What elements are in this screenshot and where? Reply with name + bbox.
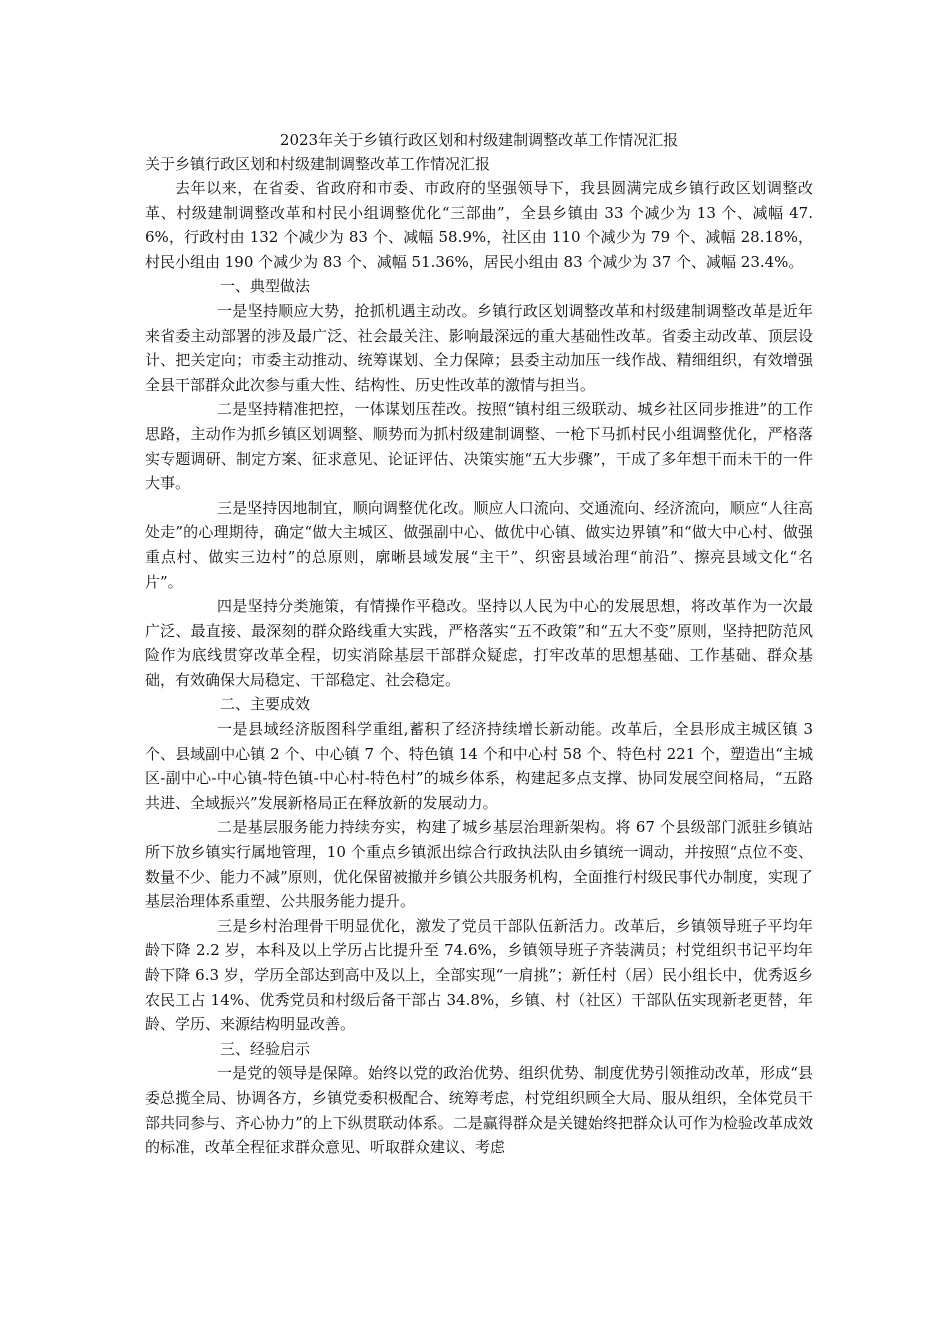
section-heading-results: 二、主要成效: [220, 695, 311, 714]
result-paragraph-2: 二是基层服务能力持续夯实，构建了城乡基层治理新架构。将 67 个县级部门派驻乡镇站所下放乡镇实行属地管理，10 个重点乡镇派出综合行政执法队由乡镇统一调动，并按照“点位不变、数量不少、能力不减”原则，优化保留被撤并乡镇公共服务机构，全面推行村级民事代办制度，实现了基层治理体系重塑、公共服务能力提升。: [145, 818, 813, 911]
practice-paragraph-1: 一是坚持顺应大势，抢抓机遇主动改。乡镇行政区划调整改革和村级建制调整改革是近年来省委主动部署的涉及最广泛、社会最关注、影响最深远的重大基础性改革。省委主动改革、顶层设计、把关定向；市委主动推动、统筹谋划、全力保障；县委主动加压一线作战、精细组织，有效增强全县干部群众此次参与重大性、结构性、历史性改革的激情与担当。: [145, 301, 813, 394]
section-heading-lessons: 三、经验启示: [220, 1039, 311, 1058]
result-paragraph-3: 三是乡村治理骨干明显优化，激发了党员干部队伍新活力。改革后，乡镇领导班子平均年龄下降 2.2 岁，本科及以上学历占比提升至 74.6%，乡镇领导班子齐装满员；村党组织书记平均年龄下降 6.3 岁，学历全部达到高中及以上，全部实现“一肩挑”；新任村（居）民小组长中，优秀返乡农民工占 14%、优秀党员和村级后备干部占 34.8%，乡镇、村（社区）干部队伍实现新老更替，年龄、学历、来源结构明显改善。: [145, 916, 813, 1034]
practice-paragraph-4: 四是坚持分类施策，有情操作平稳改。坚持以人民为中心的发展思想，将改革作为一次最广泛、最直接、最深刻的群众路线重大实践，严格落实“五不政策”和“五大不变”原则，坚持把防范风险作为底线贯穿改革全程，切实消除基层干部群众疑虑，打牢改革的思想基础、工作基础、群众基础，有效确保大局稳定、干部稳定、社会稳定。: [145, 597, 813, 689]
document-page: [145, 128, 813, 1160]
intro-paragraph: 去年以来，在省委、省政府和市委、市政府的坚强领导下，我县圆满完成乡镇行政区划调整改革、村级建制调整改革和村民小组调整优化“三部曲”，全县乡镇由 33 个减少为 13 个、减幅 47.6%，行政村由 132 个减少为 83 个、减幅 58.9%，社区由 110 个减少为 79 个、减幅 28.18%，村民小组由 190 个减少为 83 个、减幅 51.36%，居民小组由 83 个减少为 37 个、减幅 23.4%。: [145, 179, 813, 271]
practice-paragraph-2: 二是坚持精准把控，一体谋划压茬改。按照“镇村组三级联动、城乡社区同步推进”的工作思路，主动作为抓乡镇区划调整、顺势而为抓村级建制调整、一枪下马抓村民小组调整优化，严格落实专题调研、制定方案、征求意见、论证评估、决策实施“五大步骤”，干成了多年想干而未干的一件大事。: [145, 400, 813, 493]
document-title: 2023年关于乡镇行政区划和村级建制调整改革工作情况汇报: [279, 131, 679, 149]
result-paragraph-1: 一是县域经济版图科学重组,蓄积了经济持续增长新动能。改革后，全县形成主城区镇 3 个、县域副中心镇 2 个、中心镇 7 个、特色镇 14 个和中心村 58 个、特色村 221 个，塑造出“主城区-副中心-中心镇-特色镇-中心村-特色村”的城乡体系，构建起多点支撑、协同发展空间格局，“五路共进、全域振兴”发展新格局正在释放新的发展动力。: [145, 720, 813, 812]
section-heading-practices: 一、典型做法: [220, 277, 311, 296]
lesson-paragraph-1: 一是党的领导是保障。始终以党的政治优势、组织优势、制度优势引领推动改革，形成“县委总揽全局、协调各方，乡镇党委积极配合、统筹考虑，村党组织顾全大局、服从组织，全体党员干部共同参与、齐心协力”的上下纵贯联动体系。二是赢得群众是关键始终把群众认可作为检验改革成效的标准，改革全程征求群众意见、听取群众建议、考虑: [145, 1064, 813, 1157]
document-subtitle: 关于乡镇行政区划和村级建制调整改革工作情况汇报: [145, 155, 491, 173]
practice-paragraph-3: 三是坚持因地制宜，顺向调整优化改。顺应人口流向、交通流向、经济流向，顺应“人往高处走”的心理期待，确定“做大主城区、做强副中心、做优中心镇、做实边界镇”和“做大中心村、做强重点村、做实三边村”的总原则，廓晰县域发展“主干”、织密县域治理“前沿”、擦亮县域文化“名片”。: [145, 498, 813, 591]
